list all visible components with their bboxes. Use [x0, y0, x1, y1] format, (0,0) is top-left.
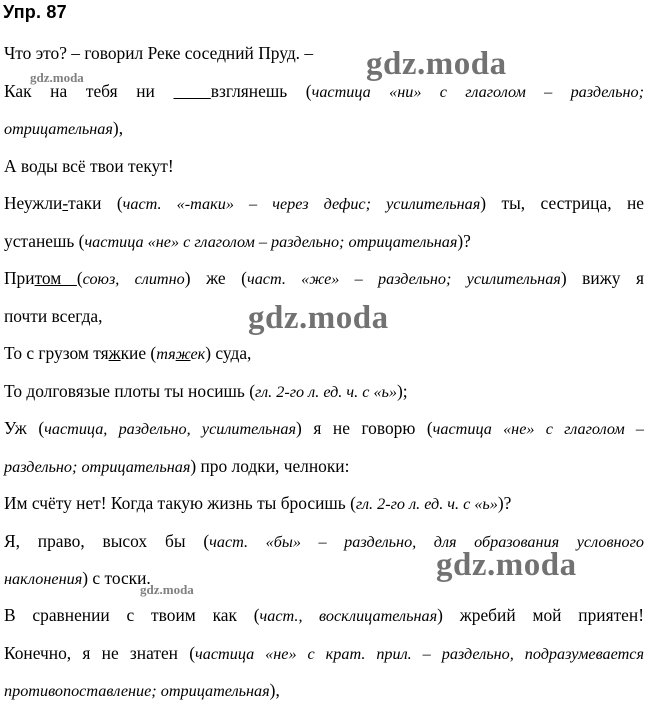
underlined-hyphen: - — [62, 193, 69, 213]
comment-span: частица «не» с глаголом – раздельно; отрицательная — [84, 233, 458, 251]
text-line — [4, 80, 644, 103]
text-span: ) суда, — [205, 343, 252, 363]
comment-span: част. «бы» – раздельно, для образования условного — [209, 533, 645, 551]
text-span: )? — [457, 231, 471, 251]
text-span: ) я не говорю ( — [296, 418, 433, 438]
text-span: ), — [269, 680, 280, 700]
text-span: Что это? – говорил Реке соседний Пруд. – — [4, 43, 314, 63]
comment-span: гл. 2-го л. ед. ч. с «ь» — [355, 495, 498, 513]
text-span: Я, право, высох — [4, 531, 165, 551]
underlined-letter: ж — [175, 345, 191, 363]
text-span: Им счёту нет! Когда такую жизнь ты бросишь ( — [4, 493, 356, 513]
text-line — [4, 492, 644, 515]
text-span: Неужли — [4, 193, 63, 213]
watermark-small: gdz.moda — [140, 582, 194, 597]
watermark-logo: gdz.moda — [248, 300, 389, 336]
text-span: взглянешь ( — [210, 81, 312, 101]
text-line — [4, 604, 644, 627]
underline-gap — [174, 81, 211, 101]
text-span: То долговязые плоты ты носишь ( — [4, 381, 255, 401]
text-line — [4, 342, 644, 365]
comment-span: противопоставление; отрицательная — [4, 682, 270, 700]
text-span: устанешь ( — [4, 231, 85, 251]
text-span: Уж — [4, 418, 39, 438]
text-span: При — [4, 268, 35, 288]
watermark-small: gdz.moda — [30, 70, 84, 85]
text-line — [4, 117, 644, 140]
text-line — [4, 455, 644, 478]
comment-span: ек — [190, 345, 206, 363]
text-span: А воды всё твои текут! — [4, 156, 174, 176]
text-span: кие ( — [120, 343, 157, 363]
comment-span: част., восклицательная — [259, 607, 438, 625]
comment-span: тя — [156, 345, 176, 363]
text-span: ) вижу я — [560, 268, 644, 288]
text-span: ) же ( — [184, 268, 247, 288]
watermark-logo: gdz.moda — [436, 547, 577, 583]
text-span: ); — [397, 381, 408, 401]
text-span: То с грузом тя — [4, 343, 109, 363]
underlined-word: том — [34, 268, 77, 288]
text-line — [4, 417, 644, 440]
exercise-title: Упр. 87 — [3, 2, 67, 22]
comment-span: отрицательная — [4, 120, 113, 138]
comment-span: гл. 2-го л. ед. ч. с «ь» — [254, 383, 397, 401]
comment-span: част. «-таки» – через дефис; усилительная — [122, 195, 481, 213]
text-span: почти всегда, — [4, 306, 103, 326]
comment-span: союз, слитно — [82, 270, 185, 288]
comment-span: частица «не» с крат. прил. – раздельно, подразумевается — [195, 645, 644, 663]
text-span: ) про лодки, челноки: — [190, 456, 350, 476]
text-span: ), — [112, 118, 124, 138]
comment-span: част. «же» – раздельно; усилительная — [246, 270, 561, 288]
text-line — [4, 679, 644, 702]
text-span: Конечно, я не знатен ( — [4, 643, 196, 663]
text-line — [4, 155, 644, 177]
text-span: )? — [497, 493, 512, 513]
text-span: ( — [38, 418, 45, 438]
text-line — [4, 642, 644, 665]
text-span: ) с тоски. — [82, 568, 151, 588]
comment-span: наклонения — [4, 570, 83, 588]
text-span: ( — [76, 268, 83, 288]
text-span: В сравнении с твоим как ( — [4, 605, 260, 625]
text-line — [4, 42, 644, 64]
text-span: ) жребий мой приятен! — [437, 605, 644, 625]
text-line — [4, 380, 644, 403]
text-line — [4, 267, 644, 290]
comment-span: раздельно; отрицательная — [4, 458, 191, 476]
underlined-letter: ж — [108, 343, 121, 363]
text-line — [4, 192, 644, 215]
text-span: бы ( — [164, 531, 210, 551]
text-span: Как на тебя ни — [4, 81, 174, 101]
text-span: ) ты, сестрица, не — [480, 193, 644, 213]
watermark-logo: gdz.moda — [366, 46, 507, 82]
text-span: таки ( — [68, 193, 123, 213]
comment-span: частица «не» с глаголом – — [432, 420, 644, 438]
comment-span: частица, раздельно, усилительная — [44, 420, 297, 438]
text-line — [4, 230, 644, 253]
comment-span: частица «ни» с глаголом – раздельно; — [311, 83, 644, 101]
